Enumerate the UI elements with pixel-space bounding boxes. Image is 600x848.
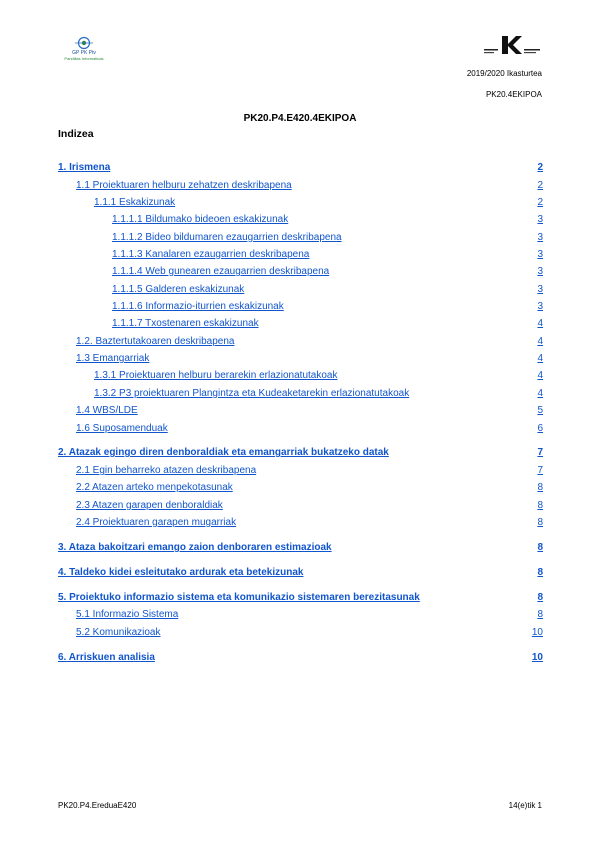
- toc-entry-page[interactable]: 8: [537, 609, 543, 620]
- toc-entry-title[interactable]: 5.1 Informazio Sistema: [76, 609, 179, 620]
- toc-entry-title[interactable]: 2.1 Egin beharreko atazen deskribapena: [76, 465, 257, 476]
- toc-entry-title[interactable]: 2. Atazak egingo diren denboraldiak eta emangarriak bukatzeko datak: [58, 447, 389, 458]
- toc-entry[interactable]: [0, 626, 600, 640]
- toc-entry[interactable]: [0, 422, 600, 436]
- toc-entry-title[interactable]: 1.2. Baztertutakoaren deskribapena: [76, 336, 235, 347]
- toc-entry-title[interactable]: 1.3.1 Proiektuaren helburu berarekin erlazionatutakoak: [94, 370, 338, 381]
- header-code: PK20.4EKIPOA: [485, 90, 542, 99]
- right-logo: [484, 32, 544, 60]
- toc-entry-title[interactable]: 1.1.1.1 Bildumako bideoen eskakizunak: [112, 214, 289, 225]
- toc-entry[interactable]: [0, 300, 600, 314]
- toc-entry-page[interactable]: 8: [537, 517, 543, 528]
- toc-entry-title[interactable]: 5.2 Komunikazioak: [76, 627, 161, 638]
- toc-entry[interactable]: [0, 179, 600, 193]
- toc-entry-title[interactable]: 5. Proiektuko informazio sistema eta komunikazio sistemaren berezitasunak: [58, 592, 420, 603]
- toc-entry-page[interactable]: 10: [531, 652, 543, 663]
- footer-document-code: PK20.P4.EreduaE420: [58, 801, 137, 810]
- toc-entry[interactable]: [0, 196, 600, 210]
- toc-entry-page[interactable]: 4: [537, 388, 543, 399]
- toc-heading: Indizea: [58, 128, 94, 140]
- toc-entry-title[interactable]: 3. Ataza bakoitzari emango zaion denboraren estimazioak: [58, 542, 332, 553]
- toc-entry[interactable]: [0, 213, 600, 227]
- toc-entry-title[interactable]: 2.3 Atazen garapen denboraldiak: [76, 500, 223, 511]
- toc-entry-title[interactable]: 1.1.1.2 Bideo bildumaren ezaugarrien deskribapena: [112, 232, 342, 243]
- toc-entry-title[interactable]: 1.1.1.7 Txostenaren eskakizunak: [112, 318, 259, 329]
- toc-entry[interactable]: [0, 248, 600, 262]
- toc-entry[interactable]: [0, 464, 600, 478]
- toc-entry-page[interactable]: 3: [537, 266, 543, 277]
- toc-entry-page[interactable]: 3: [537, 249, 543, 260]
- toc-entry[interactable]: [0, 369, 600, 383]
- toc-entry-page[interactable]: 3: [537, 214, 543, 225]
- toc-entry-title[interactable]: 1. Irismena: [58, 162, 111, 173]
- left-logo-subtext: Pandillas Informaticas: [64, 56, 104, 61]
- toc-entry-page[interactable]: 4: [537, 353, 543, 364]
- toc-entry-page[interactable]: 7: [537, 465, 543, 476]
- toc-entry-page[interactable]: 8: [537, 482, 543, 493]
- toc-entry-page[interactable]: 2: [537, 162, 543, 173]
- toc-entry-title[interactable]: 1.1.1.3 Kanalaren ezaugarrien deskribapena: [112, 249, 310, 260]
- toc-entry[interactable]: [0, 591, 600, 605]
- toc-entry-title[interactable]: 1.1.1.6 Informazio-iturrien eskakizunak: [112, 301, 284, 312]
- toc-entry-page[interactable]: 2: [537, 180, 543, 191]
- institution-logo-icon: [484, 32, 544, 60]
- toc-entry-page[interactable]: 8: [537, 567, 543, 578]
- toc-entry[interactable]: [0, 566, 600, 580]
- toc-entry-title[interactable]: 6. Arriskuen analisia: [58, 652, 155, 663]
- toc-entry-title[interactable]: 1.1.1.4 Web gunearen ezaugarrien deskribapena: [112, 266, 330, 277]
- toc-entry[interactable]: [0, 516, 600, 530]
- toc-entry[interactable]: [0, 335, 600, 349]
- toc-entry-page[interactable]: 6: [537, 423, 543, 434]
- toc-entry[interactable]: [0, 161, 600, 175]
- toc-entry[interactable]: [0, 231, 600, 245]
- toc-entry[interactable]: [0, 265, 600, 279]
- toc-entry-title[interactable]: 1.4 WBS/LDE: [76, 405, 138, 416]
- toc-entry-page[interactable]: 2: [537, 197, 543, 208]
- toc-entry-page[interactable]: 3: [537, 284, 543, 295]
- toc-entry[interactable]: [0, 499, 600, 513]
- toc-entry-page[interactable]: 3: [537, 232, 543, 243]
- toc-entry-page[interactable]: 4: [537, 370, 543, 381]
- logo-icon: [73, 36, 95, 50]
- toc-entry[interactable]: [0, 481, 600, 495]
- toc-entry-title[interactable]: 2.4 Proiektuaren garapen mugarriak: [76, 517, 237, 528]
- toc-entry-page[interactable]: 3: [537, 301, 543, 312]
- toc-entry-page[interactable]: 7: [537, 447, 543, 458]
- toc-entry[interactable]: [0, 387, 600, 401]
- toc-entry[interactable]: [0, 404, 600, 418]
- document-title: PK20.P4.E420.4EKIPOA: [243, 113, 357, 124]
- toc-entry-title[interactable]: 1.1 Proiektuaren helburu zehatzen deskribapena: [76, 180, 292, 191]
- toc-entry-title[interactable]: 2.2 Atazen arteko menpekotasunak: [76, 482, 233, 493]
- left-logo: [62, 36, 106, 66]
- toc-entry[interactable]: [0, 651, 600, 665]
- toc-entry-title[interactable]: 1.3 Emangarriak: [76, 353, 150, 364]
- toc-entry[interactable]: [0, 283, 600, 297]
- toc-entry-title[interactable]: 4. Taldeko kidei esleitutako ardurak eta betekizunak: [58, 567, 304, 578]
- footer-page-number: 14(e)tik 1: [508, 801, 542, 810]
- toc-entry-title[interactable]: 1.6 Suposamenduak: [76, 423, 168, 434]
- toc-entry-title[interactable]: 1.3.2 P3 proiektuaren Plangintza eta Kudeaketarekin erlazionatutakoak: [94, 388, 410, 399]
- toc-entry[interactable]: [0, 352, 600, 366]
- toc-entry-page[interactable]: 8: [537, 592, 543, 603]
- toc-entry-title[interactable]: 1.1.1.5 Galderen eskakizunak: [112, 284, 245, 295]
- header-year: 2019/2020 Ikasturtea: [466, 69, 542, 78]
- left-logo-text: GP PK Ptv: [72, 50, 96, 56]
- toc-entry-page[interactable]: 8: [537, 500, 543, 511]
- toc-entry-page[interactable]: 4: [537, 336, 543, 347]
- toc-entry-title[interactable]: 1.1.1 Eskakizunak: [94, 197, 176, 208]
- toc-entry[interactable]: [0, 608, 600, 622]
- toc-entry[interactable]: [0, 541, 600, 555]
- toc-entry-page[interactable]: 4: [537, 318, 543, 329]
- toc-entry[interactable]: [0, 446, 600, 460]
- toc-entry[interactable]: [0, 317, 600, 331]
- toc-entry-page[interactable]: 5: [537, 405, 543, 416]
- toc-entry-page[interactable]: 10: [531, 627, 543, 638]
- toc-entry-page[interactable]: 8: [537, 542, 543, 553]
